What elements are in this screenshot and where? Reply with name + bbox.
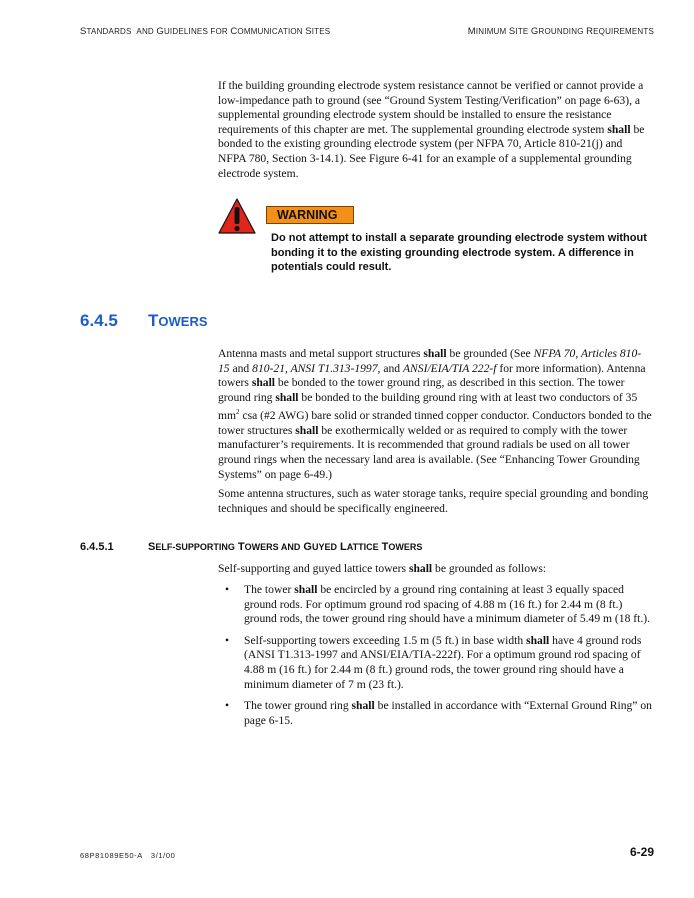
subsection-heading: 6.4.5.1 SELF-SUPPORTING TOWERS AND GUYED LATTICE TOWERS [80,541,423,553]
warning-label: WARNING [266,206,354,224]
list-item: • The tower shall be encircled by a ground ring containing at least 3 equally spaced ground rods. For optimum ground rod spacing of 4.88 m (16 ft.) for 2.44 m (8 ft.) ground rods, the tower ground ring should have a minimum diameter of 5.49 m (18 ft.). [225,583,651,626]
subsection-number: 6.4.5.1 [80,541,114,553]
running-header-left: STANDARDS AND GUIDELINES FOR COMMUNICATION SITES [80,26,331,37]
section-number: 6.4.5 [80,311,118,330]
list-item: • Self-supporting towers exceeding 1.5 m (5 ft.) in base width shall have 4 ground rods (ANSI T1.313-1997 and ANSI/EIA/TIA-222f). For a optimum ground rod spacing of 4.88 m (16 ft.) for 2.44 m (8 ft.) ground rods, the tower ground ring should have a minimum diameter of 7 m (23 ft.). [225,633,642,691]
warning-text: Do not attempt to install a separate grounding electrode system without bonding it to the existing grounding electrode system. A difference in potentials could result. [271,232,647,274]
bullet-icon: • [225,633,230,647]
towers-paragraph-1: Antenna masts and metal support structures shall be grounded (See NFPA 70, Articles 810-15 and 810-21, ANSI T1.313-1997, and ANSI/EIA/TIA 222-f for more information). Antenna towers shall be bonded to the tower ground ring, as described in this section. The tower ground ring shall be bonded to the building ground ring with at least two conductors of 35 $mm^2$ csa (#2 AWG) bare solid or stranded tinned copper conductor. Conductors bonded to the tower structures shall be exothermically welded or as required to comply with the tower manufacturer’s requirements. It is recommended that ground radials be used on all tower ground rings when the necessary land area is available. (See “Enhancing Tower Grounding Systems” on page 6-49.) [218,347,652,481]
bullet-icon: • [225,583,230,596]
intro-paragraph: If the building grounding electrode system resistance cannot be verified or cannot provide a low-impedance path to ground (see “Ground System Testing/Verification” on page 6-63), a supplemental grounding electrode system should be installed to ensure the resistance requirements of this chapter are met. The supplemental grounding electrode system shall be bonded to the existing grounding electrode system (per NFPA 70, Article 810-21(j) and NFPA 780, Section 3-14.1). See Figure 6-41 for an example of a supplemental grounding electrode system. [218,79,645,180]
list-item: • The tower ground ring shall be installed in accordance with “External Ground Ring” on page 6-15. [225,699,652,727]
page-number: 6-29 [629,845,654,859]
footer-date: 3/1/00 [150,851,176,860]
section-heading: 6.4.5 TOWERS [80,311,208,330]
towers-paragraph-2: Some antenna structures, such as water storage tanks, require special grounding and bonding techniques and should be specifically engineered. [218,487,649,515]
subsection-intro: Self-supporting and guyed lattice towers shall be grounded as follows: [218,562,547,575]
exclamation-triangle-icon [218,198,256,234]
footer-doc-info [80,851,175,860]
bullet-icon: • [225,699,230,713]
running-header-right: MINIMUM SITE GROUNDING REQUIREMENTS [467,26,654,37]
tower-requirements-list [218,583,652,735]
footer-doc-id: 68P81089E50-A [80,851,143,860]
